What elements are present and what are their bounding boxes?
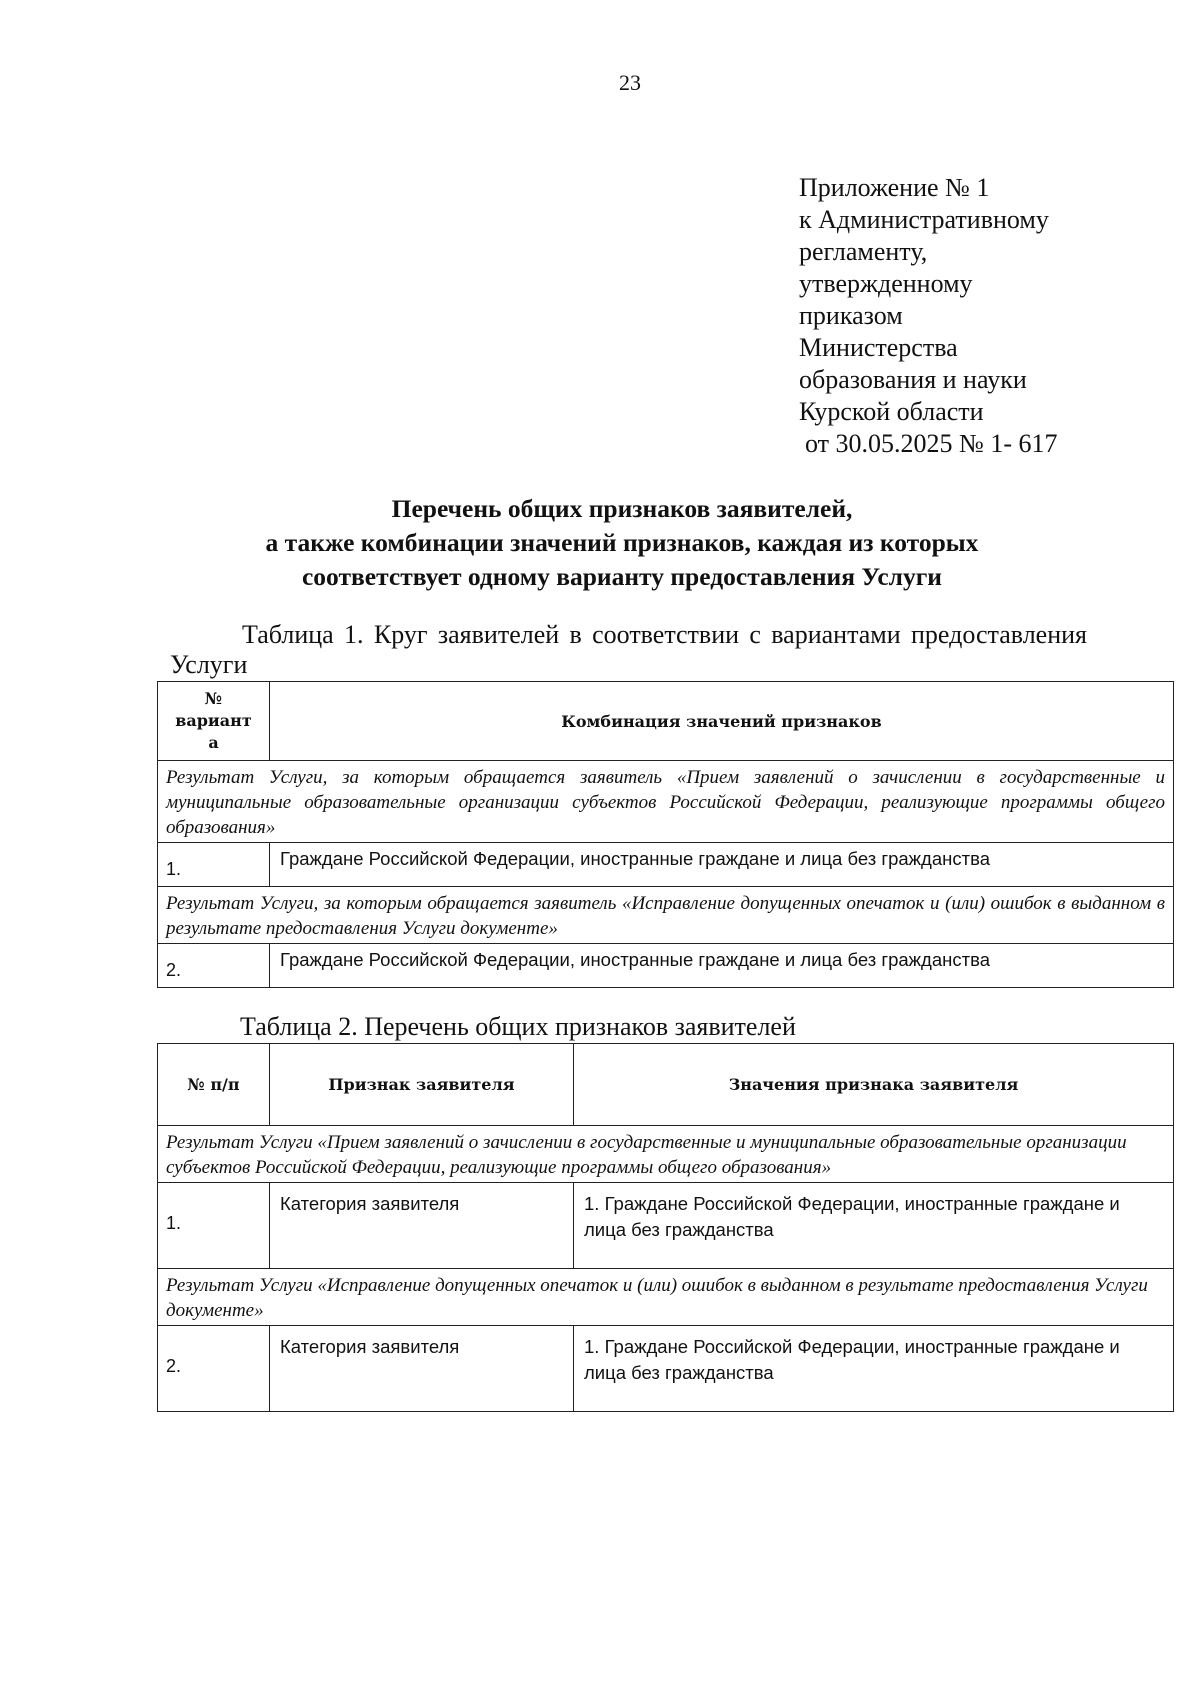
heading-line: Перечень общих признаков заявителей, xyxy=(391,494,853,523)
result-row: Результат Услуги, за которым обращается заявитель «Прием заявлений о зачислении в государственные и муниципальные образовательные организации субъектов Российской Федерации, реализующие программы общего образования» xyxy=(158,761,1174,843)
table-applicant-variants xyxy=(157,681,1174,988)
sign-name: Категория заявителя xyxy=(270,1183,574,1269)
header-line: № xyxy=(204,689,223,708)
result-row: Результат Услуги, за которым обращается заявитель «Исправление допущенных опечаток и (или) ошибок в выданном в результате предоставления Услуги документе» xyxy=(158,887,1174,944)
header-combination: Комбинация значений признаков xyxy=(270,682,1174,761)
appendix-line: утвержденному xyxy=(799,269,973,298)
page-number: 23 xyxy=(619,70,641,95)
sign-value: 1. Граждане Российской Федерации, иностранные граждане и лица без гражданства xyxy=(574,1326,1174,1412)
variant-number: 1. xyxy=(158,843,270,887)
heading-line: соответствует одному варианту предоставления Услуги xyxy=(301,562,942,591)
appendix-block xyxy=(799,172,1089,460)
result-row: Результат Услуги «Исправление допущенных опечаток и (или) ошибок в выданном в результате предоставления Услуги документе» xyxy=(158,1269,1174,1326)
result-row: Результат Услуги «Прием заявлений о зачислении в государственные и муниципальные образовательные организации субъектов Российской Федерации, реализующие программы общего образования» xyxy=(158,1126,1174,1183)
sign-name: Категория заявителя xyxy=(270,1326,574,1412)
table-applicant-signs xyxy=(157,1043,1174,1412)
appendix-line: Курской области xyxy=(799,397,984,426)
variant-description: Граждане Российской Федерации, иностранные граждане и лица без гражданства xyxy=(270,944,1174,988)
sign-value: 1. Граждане Российской Федерации, иностранные граждане и лица без гражданства xyxy=(574,1183,1174,1269)
document-heading xyxy=(157,492,1087,594)
appendix-line: от 30.05.2025 № 1- 617 xyxy=(805,429,1058,458)
header-values: Значения признака заявителя xyxy=(574,1044,1174,1126)
appendix-line: регламенту, xyxy=(799,237,928,266)
variant-description: Граждане Российской Федерации, иностранные граждане и лица без гражданства xyxy=(270,843,1174,887)
appendix-line: Приложение № 1 xyxy=(799,173,990,202)
heading-line: а также комбинации значений признаков, каждая из которых xyxy=(265,528,979,557)
header-number: № п/п xyxy=(158,1044,270,1126)
header-sign: Признак заявителя xyxy=(270,1044,574,1126)
header-line: а xyxy=(208,733,219,752)
table1-caption: Таблица 1. Круг заявителей в соответствии с вариантами предоставления Услуги xyxy=(170,620,1087,679)
variant-number: 2. xyxy=(158,944,270,988)
table2-caption: Таблица 2. Перечень общих признаков заявителей xyxy=(240,1012,796,1041)
appendix-line: к Административному xyxy=(799,205,1049,234)
appendix-line: Министерства xyxy=(799,333,958,362)
header-variant-number xyxy=(158,682,270,761)
appendix-line: образования и науки xyxy=(799,365,1027,394)
row-number: 1. xyxy=(158,1183,270,1269)
row-number: 2. xyxy=(158,1326,270,1412)
header-line: вариант xyxy=(175,711,252,730)
appendix-line: приказом xyxy=(799,301,903,330)
